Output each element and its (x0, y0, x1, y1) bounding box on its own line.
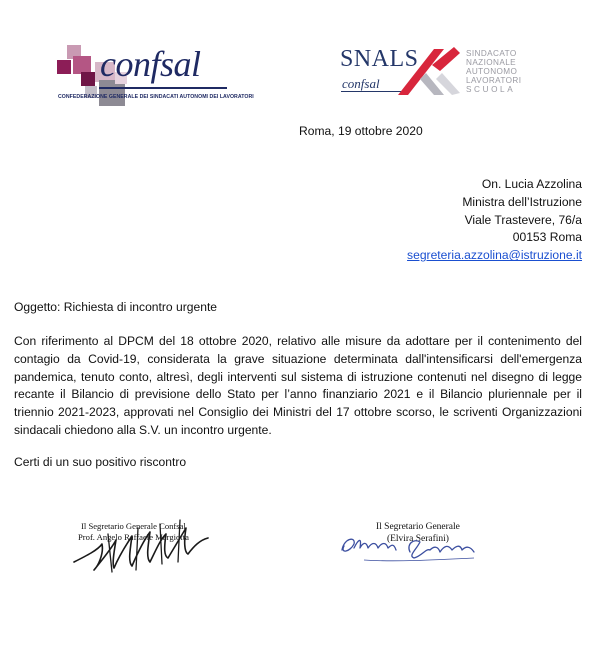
right-signatory-name: (Elvira Serafini) (386, 534, 449, 544)
recipient-street: Viale Trastevere, 76/a (464, 212, 582, 227)
snals-line: LAVORATORI (466, 76, 522, 85)
logo-square (57, 60, 71, 74)
snals-line: SINDACATO (466, 49, 517, 58)
snals-line: NAZIONALE (466, 58, 517, 67)
letter-body: Con riferimento al DPCM del 18 ottobre 2020, relativo alle misure da adottare per il contenimento del contagio da Covid-19, considerata la grave situazione determinata dall'intensificarsi dell'emergenza pandemica, tenuto conto, altresì, degli interventi sul sistema di istruzione contenuti nel disegno di legge recante il Bilancio di previsione dello Stato per l’anno finanziario 2021 e il Bilancio pluriennale per il triennio 2021-2023, approvati nel Consiglio dei Ministri del 17 ottobre scorso, le scriventi Organizzazioni sindacali chiedono alla S.V. un incontro urgente. (14, 334, 582, 437)
recipient-address (407, 176, 582, 265)
right-handwritten-signature (334, 530, 484, 564)
snals-line: AUTONOMO (466, 67, 518, 76)
snals-wordmark: SNALS (340, 46, 419, 72)
recipient-name: On. Lucia Azzolina (481, 177, 582, 191)
left-signatory-title: Il Segretario Generale Confsal (81, 521, 186, 531)
left-handwritten-signature (68, 514, 218, 576)
logo-square (81, 72, 95, 86)
letter-closing: Certi di un suo positivo riscontro (14, 455, 187, 469)
recipient-city: 00153 Roma (512, 230, 582, 245)
right-signatory-title: Il Segretario Generale (376, 522, 460, 532)
recipient-email-link[interactable]: segreteria.azzolina@istruzione.it (407, 248, 582, 263)
snals-confsal-wordmark: confsal (342, 76, 380, 91)
confsal-wordmark: confsal (100, 44, 201, 84)
recipient-role: Ministra dell’Istruzione (462, 194, 582, 209)
snals-emblem-icon (398, 45, 462, 97)
letter-date: Roma, 19 ottobre 2020 (299, 124, 423, 138)
left-signatory-name: Prof. Angelo Raffaele Margiotta (78, 531, 189, 542)
snals-name-lines (466, 49, 521, 94)
letter-subject: Oggetto: Richiesta di incontro urgente (14, 300, 218, 314)
snals-line: SCUOLA (466, 85, 516, 94)
confsal-subtitle: CONFEDERAZIONE GENERALE DEI SINDACATI AUTONOMI DEI LAVORATORI (58, 94, 254, 100)
confsal-rule (99, 87, 227, 89)
